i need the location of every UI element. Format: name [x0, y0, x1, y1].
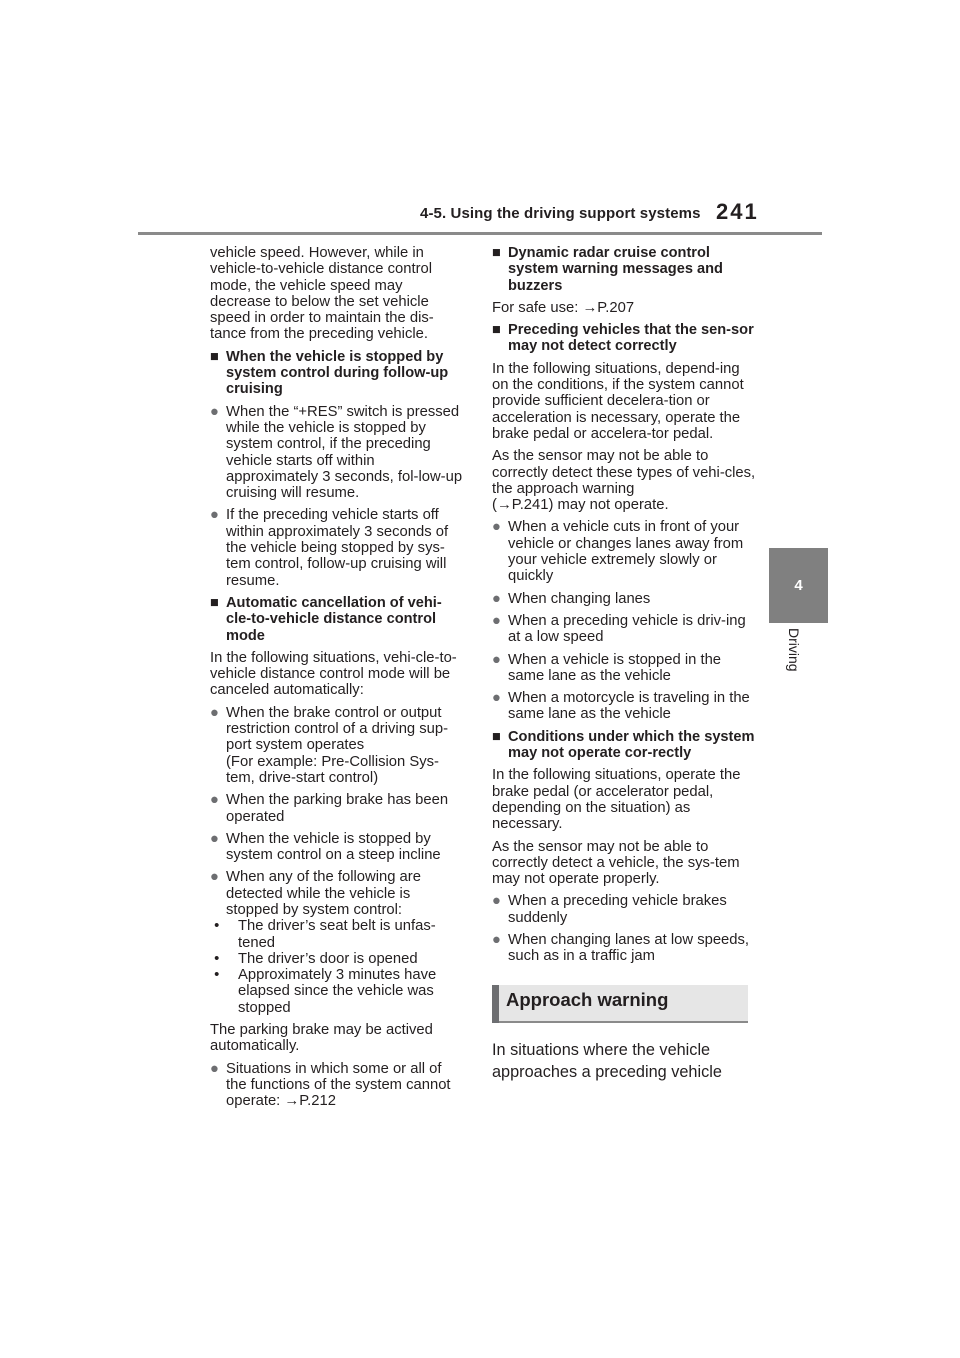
- sub-bullet-icon: •: [210, 950, 220, 967]
- bullet-dot-icon: ●: [210, 507, 219, 524]
- paragraph: vehicle speed. However, while in vehicle-to-vehicle distance control mode, the vehicle speed may decrease to below the set vehicle speed in order to maintain the dis-tance from the preceding vehicle.: [210, 245, 434, 343]
- paragraph: In the following situations, vehi-cle-to-vehicle distance control mode will be canceled automatically:: [210, 649, 457, 699]
- subheading: [492, 322, 758, 355]
- sub-list-item: [210, 918, 466, 951]
- list-item: [210, 705, 466, 786]
- subheading: [492, 729, 758, 762]
- paragraph-text: As the sensor may not be able to correctly detect these types of vehi-cles, the approach warning: [492, 448, 756, 497]
- bullet-dot-icon: ●: [492, 612, 501, 629]
- bullet-dot-icon: ●: [210, 869, 219, 886]
- section-heading: [492, 985, 748, 1023]
- arrow-right-icon: →: [284, 1093, 300, 1110]
- bullet-dot-icon: ●: [492, 931, 501, 948]
- paragraph: The parking brake may be actived automatically.: [210, 1022, 433, 1055]
- sub-list-item-text: Approximately 3 minutes have elapsed since the vehicle was stopped: [238, 967, 437, 1016]
- bullet-dot-icon: ●: [210, 792, 219, 809]
- square-marker-icon: ■: [210, 348, 219, 365]
- subheading: [210, 595, 466, 644]
- right-column: [492, 245, 758, 1084]
- list-item-text: When a vehicle cuts in front of your vehicle or changes lanes away from your vehicle extremely slowly or quickly: [508, 519, 744, 585]
- list-item: [492, 591, 758, 607]
- bullet-dot-icon: ●: [492, 519, 501, 536]
- subheading-text: Preceding vehicles that the sen-sor may not detect correctly: [508, 322, 754, 355]
- paragraph: As the sensor may not be able to correctly detect a vehicle, the sys-tem may not operate properly.: [492, 838, 740, 888]
- header-divider: [138, 232, 822, 235]
- section-heading-text: Approach warning: [506, 988, 669, 1010]
- subheading-text: Automatic cancellation of vehi-cle-to-vehicle distance control mode: [226, 594, 442, 644]
- sub-bullet-icon: •: [210, 918, 220, 935]
- chapter-label-text: Driving: [786, 628, 802, 672]
- list-item: [210, 404, 466, 502]
- list-item: [492, 893, 758, 926]
- list-item-text: When the “+RES” switch is pressed while the vehicle is stopped by system control, if the preceding vehicle starts off within approximately 3 seconds, fol-low-up cruising will resume.: [226, 403, 463, 502]
- list-item-text: When a preceding vehicle is driv-ing at a low speed: [508, 612, 746, 646]
- subheading-text: Dynamic radar cruise control system warning messages and buzzers: [508, 245, 723, 294]
- bullet-dot-icon: ●: [210, 403, 219, 420]
- paragraph-text: For safe use:: [492, 299, 579, 316]
- chapter-number: 4: [794, 577, 803, 594]
- list-item-text: When a preceding vehicle brakes suddenly: [508, 893, 727, 926]
- list-item-text: When any of the following are detected while the vehicle is stopped by system control:: [226, 869, 421, 918]
- list-item: [210, 831, 466, 864]
- paragraph: In the following situations, operate the brake pedal (or accelerator pedal, depending on the situation) as necessary.: [492, 767, 741, 833]
- arrow-right-icon: →: [496, 497, 512, 514]
- page-reference-link[interactable]: P.241: [511, 497, 549, 514]
- list-item: [492, 652, 758, 685]
- sub-bullet-icon: •: [210, 967, 220, 984]
- paragraph: [492, 300, 758, 316]
- square-marker-icon: ■: [492, 245, 501, 261]
- list-item: [210, 1061, 466, 1110]
- subheading: [492, 245, 758, 294]
- square-marker-icon: ■: [492, 728, 501, 745]
- list-item: [492, 613, 758, 646]
- list-item: [210, 792, 466, 825]
- sub-list-item-text: The driver’s seat belt is unfas-tened: [238, 918, 436, 951]
- left-column: [210, 245, 466, 1116]
- list-item-text: When a motorcycle is traveling in the same lane as the vehicle: [508, 690, 750, 723]
- bullet-dot-icon: ●: [210, 1060, 219, 1077]
- chapter-tab[interactable]: [769, 548, 828, 623]
- paragraph-text: ) may not operate.: [548, 497, 669, 514]
- list-item: [210, 507, 466, 588]
- intro-text: In situations where the vehicle approaches a preceding vehicle: [492, 1040, 722, 1082]
- square-marker-icon: ■: [210, 594, 219, 611]
- list-item-text: When the vehicle is stopped by system control on a steep incline: [226, 830, 441, 864]
- chapter-label: [770, 628, 830, 686]
- bullet-dot-icon: ●: [210, 704, 219, 721]
- section-title: 4-5. Using the driving support systems: [420, 205, 701, 222]
- list-item-text: If the preceding vehicle starts off within approximately 3 seconds of the vehicle being stopped by sys-tem control, follow-up cruising will resume.: [226, 507, 449, 589]
- list-item-text: When the brake control or output restriction control of a driving sup-port system operates: [226, 704, 449, 754]
- sub-list-item: [210, 951, 466, 967]
- section-heading-accent: [492, 985, 499, 1023]
- page-reference-link[interactable]: P.212: [299, 1093, 336, 1110]
- list-item-text: Situations in which some or all of the functions of the system cannot operate:: [226, 1060, 451, 1110]
- subheading-text: Conditions under which the system may not operate cor-rectly: [508, 728, 755, 762]
- subheading: [210, 349, 466, 398]
- list-item: [492, 690, 758, 723]
- list-item: [492, 932, 758, 965]
- list-item-text: When changing lanes: [508, 590, 651, 607]
- bullet-dot-icon: ●: [492, 690, 501, 707]
- list-item: [210, 869, 466, 918]
- square-marker-icon: ■: [492, 322, 501, 339]
- bullet-dot-icon: ●: [210, 830, 219, 847]
- bullet-dot-icon: ●: [492, 651, 501, 668]
- list-item-text: When changing lanes at low speeds, such as in a traffic jam: [508, 931, 750, 965]
- bullet-dot-icon: ●: [492, 590, 501, 607]
- paragraph: As the sensor may not be able to correctly detect these types of vehi-cles, the approach warning (→P.241) may not operate.: [492, 448, 756, 514]
- sub-list-item-text: The driver’s door is opened: [238, 950, 418, 967]
- list-item-text: When a vehicle is stopped in the same lane as the vehicle: [508, 651, 722, 684]
- page-reference-link[interactable]: P.207: [597, 299, 635, 316]
- list-item-note: (For example: Pre-Collision Sys-tem, drive-start control): [226, 753, 439, 786]
- bullet-dot-icon: ●: [492, 893, 501, 910]
- page-number: 241: [716, 199, 759, 224]
- list-item-text: When the parking brake has been operated: [226, 792, 449, 825]
- list-item: [492, 519, 758, 584]
- sub-list-item: [210, 967, 466, 1016]
- arrow-right-icon: →: [582, 299, 598, 316]
- paragraph: In the following situations, depend-ing on the conditions, if the system cannot provide sufficient decelera-tion or acceleration is necessary, operate the brake pedal or accelera-tor pedal.: [492, 360, 744, 442]
- subheading-text: When the vehicle is stopped by system control during follow-up cruising: [226, 348, 449, 398]
